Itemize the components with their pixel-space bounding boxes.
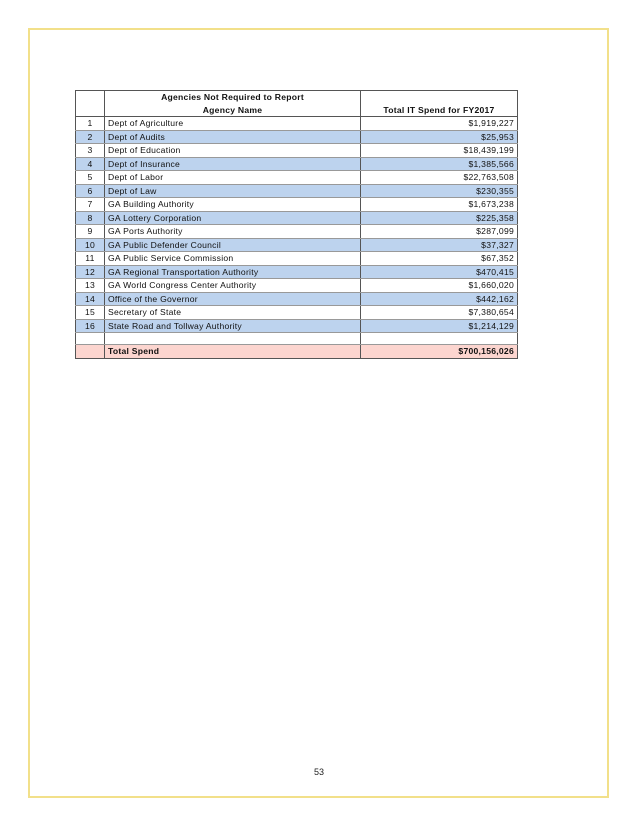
it-spend-cell: $1,214,129	[361, 319, 518, 333]
empty-cell	[105, 333, 361, 345]
agency-name-cell: Dept of Agriculture	[105, 117, 361, 131]
table-title-row	[76, 91, 518, 104]
it-spend-cell: $67,352	[361, 252, 518, 266]
agency-name-cell: GA Building Authority	[105, 198, 361, 212]
agency-name-cell: State Road and Tollway Authority	[105, 319, 361, 333]
blank-header-cell	[361, 91, 518, 104]
agency-name-cell: Dept of Labor	[105, 171, 361, 185]
it-spend-cell: $7,380,654	[361, 306, 518, 320]
it-spend-cell: $37,327	[361, 238, 518, 252]
table-row	[76, 225, 518, 239]
row-number: 11	[76, 252, 105, 266]
row-number: 4	[76, 157, 105, 171]
table-row	[76, 144, 518, 158]
table-row	[76, 157, 518, 171]
it-spend-cell: $1,673,238	[361, 198, 518, 212]
spacer-row	[76, 333, 518, 345]
row-number: 8	[76, 211, 105, 225]
it-spend-cell: $1,385,566	[361, 157, 518, 171]
table-row	[76, 198, 518, 212]
agency-name-cell: Dept of Education	[105, 144, 361, 158]
agency-name-cell: Dept of Law	[105, 184, 361, 198]
agency-name-cell: GA Ports Authority	[105, 225, 361, 239]
it-spend-cell: $470,415	[361, 265, 518, 279]
it-spend-cell: $230,355	[361, 184, 518, 198]
it-spend-cell: $225,358	[361, 211, 518, 225]
table-row	[76, 238, 518, 252]
table-title: Agencies Not Required to Report	[105, 91, 361, 104]
agency-name-cell: Dept of Insurance	[105, 157, 361, 171]
column-header-row	[76, 104, 518, 117]
agency-name-cell: Dept of Audits	[105, 130, 361, 144]
it-spend-cell: $1,660,020	[361, 279, 518, 293]
total-row	[76, 345, 518, 359]
table-row	[76, 306, 518, 320]
agency-name-cell: GA Regional Transportation Authority	[105, 265, 361, 279]
agency-name-cell: Office of the Governor	[105, 292, 361, 306]
row-number: 9	[76, 225, 105, 239]
total-num-cell	[76, 345, 105, 359]
page-number: 53	[313, 767, 324, 777]
table-row	[76, 184, 518, 198]
row-number: 6	[76, 184, 105, 198]
agency-name-cell: GA World Congress Center Authority	[105, 279, 361, 293]
agency-name-cell: GA Public Defender Council	[105, 238, 361, 252]
agency-name-cell: Secretary of State	[105, 306, 361, 320]
it-spend-cell: $18,439,199	[361, 144, 518, 158]
row-number: 2	[76, 130, 105, 144]
it-spend-cell: $442,162	[361, 292, 518, 306]
num-header-cell	[76, 104, 105, 117]
table-row	[76, 265, 518, 279]
table-row	[76, 292, 518, 306]
row-number: 14	[76, 292, 105, 306]
blank-header-cell	[76, 91, 105, 104]
table-row	[76, 252, 518, 266]
agency-name-header: Agency Name	[105, 104, 361, 117]
row-number: 5	[76, 171, 105, 185]
row-number: 7	[76, 198, 105, 212]
row-number: 12	[76, 265, 105, 279]
row-number: 13	[76, 279, 105, 293]
agency-name-cell: GA Public Service Commission	[105, 252, 361, 266]
it-spend-header: Total IT Spend for FY2017	[361, 104, 518, 117]
table-row	[76, 279, 518, 293]
table-row	[76, 211, 518, 225]
empty-cell	[361, 333, 518, 345]
it-spend-cell: $1,919,227	[361, 117, 518, 131]
row-number: 15	[76, 306, 105, 320]
row-number: 16	[76, 319, 105, 333]
empty-cell	[76, 333, 105, 345]
table-row	[76, 130, 518, 144]
row-number: 10	[76, 238, 105, 252]
table-row	[76, 117, 518, 131]
it-spend-cell: $287,099	[361, 225, 518, 239]
agency-name-cell: GA Lottery Corporation	[105, 211, 361, 225]
it-spend-cell: $22,763,508	[361, 171, 518, 185]
total-value: $700,156,026	[361, 345, 518, 359]
it-spend-cell: $25,953	[361, 130, 518, 144]
total-label: Total Spend	[105, 345, 361, 359]
agencies-table	[75, 90, 518, 359]
table-row	[76, 171, 518, 185]
table-row	[76, 319, 518, 333]
row-number: 1	[76, 117, 105, 131]
row-number: 3	[76, 144, 105, 158]
